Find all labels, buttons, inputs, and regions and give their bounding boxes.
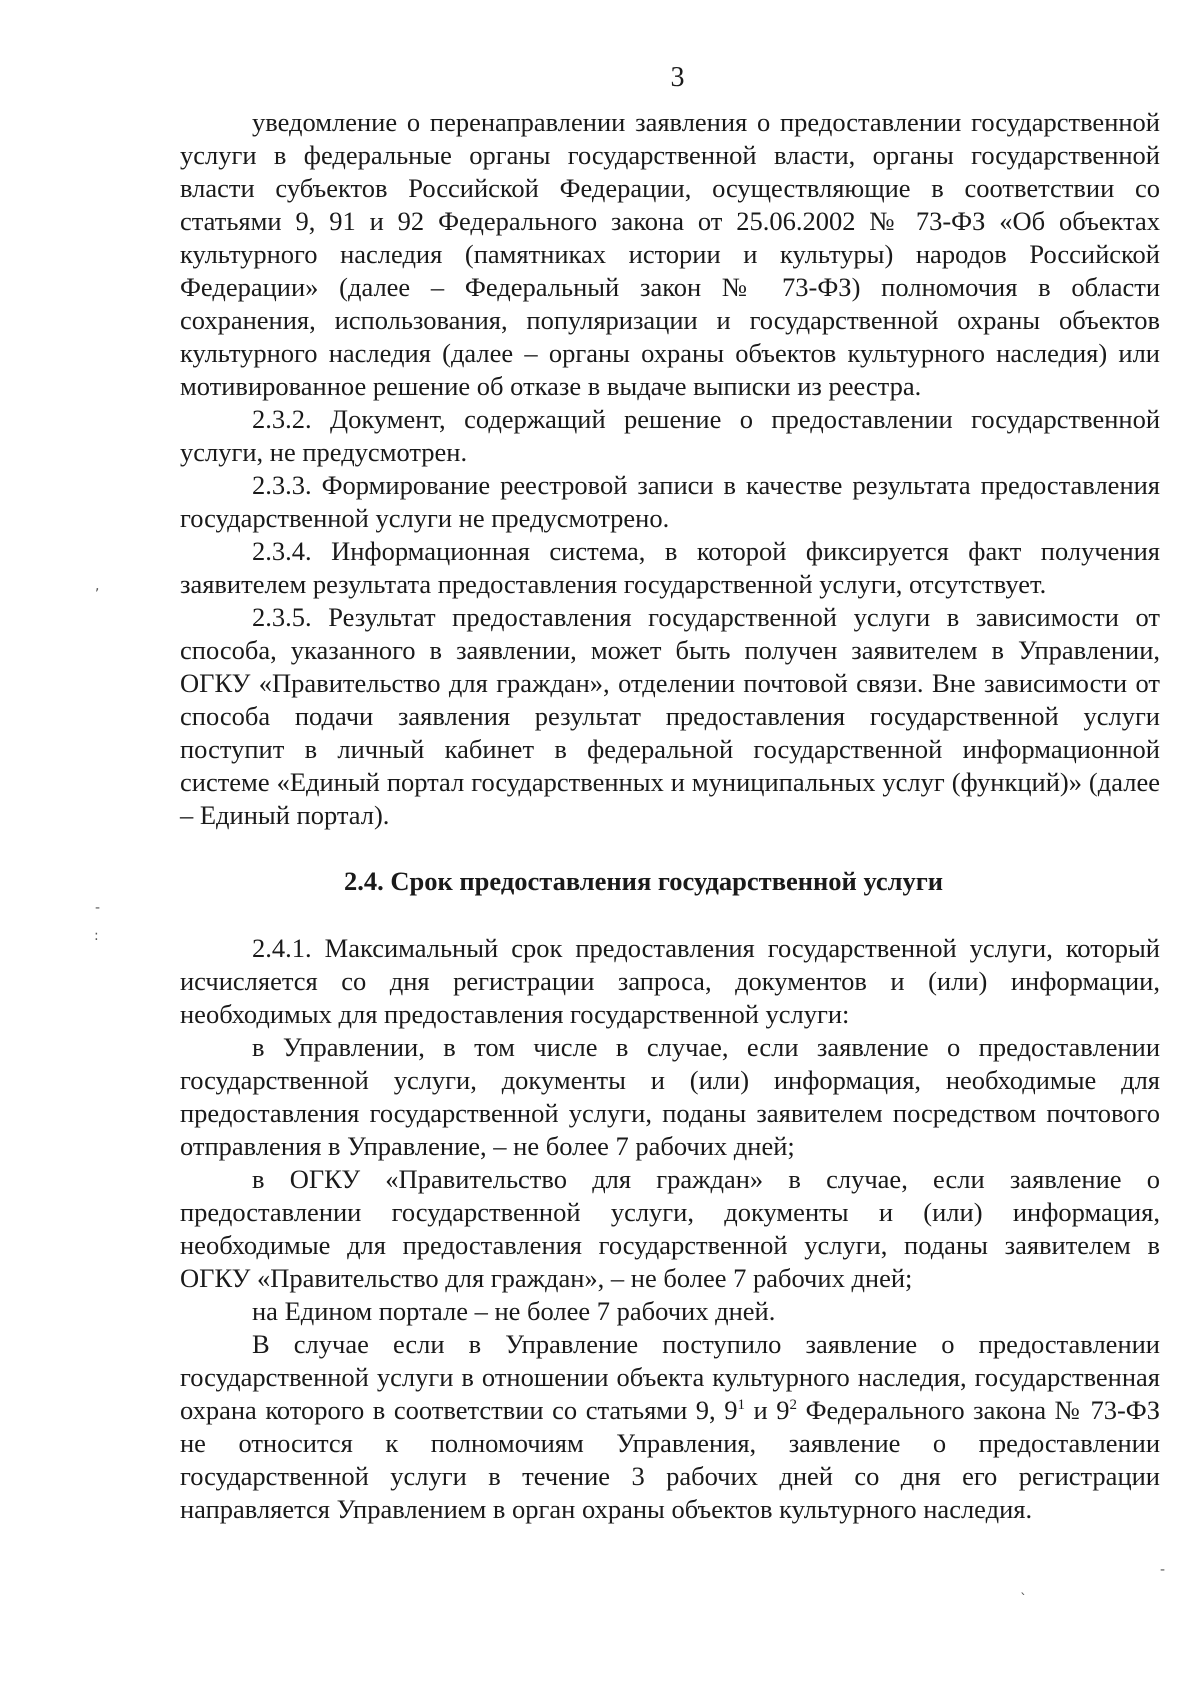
text-segment: Федерального закона № 73-ФЗ не относится к полномочиям Управления, заявление о предоставлении государственной услуги в течение 3 рабочих дней со дня его регистрации направляется Управлением в орган охраны объектов культурного наследия.	[180, 1395, 1160, 1524]
paragraph: на Едином портале – не более 7 рабочих дней.	[252, 1296, 776, 1326]
text-segment: В случае если в Управление поступило заявление о предоставлении государственной услуги в отношении объекта культурного наследия, государственная охрана которого в соответствии со статьями 9, 9	[180, 1329, 1160, 1425]
scan-mark: -	[95, 900, 101, 916]
paragraph: 2.4.1. Максимальный срок предоставления государственной услуги, который исчисляется со дня регистрации запроса, документов и (или) информации, необходимых для предоставления государственной услуги:	[180, 933, 1160, 1029]
paragraph: 2.3.4. Информационная система, в которой фиксируется факт получения заявителем результата предоставления государственной услуги, отсутствует.	[180, 536, 1160, 599]
superscript: 2	[789, 1397, 798, 1414]
page-number: 3	[670, 62, 685, 93]
paragraph: в ОГКУ «Правительство для граждан» в случае, если заявление о предоставлении государственной услуги, документы и (или) информация, необходимые для предоставления государственной услуги, поданы заявителем в ОГКУ «Правительство для граждан», – не более 7 рабочих дней;	[180, 1164, 1160, 1293]
paragraph: 2.3.3. Формирование реестровой записи в качестве результата предоставления государственной услуги не предусмотрено.	[180, 470, 1160, 533]
scan-mark: :	[94, 928, 99, 944]
paragraph-with-superscripts	[180, 1328, 1160, 1526]
scan-mark: `	[1020, 1592, 1027, 1608]
text-segment: и 9	[744, 1395, 790, 1425]
scan-mark: -	[1160, 1562, 1166, 1578]
paragraph: 2.3.2. Документ, содержащий решение о предоставлении государственной услуги, не предусмотрен.	[180, 404, 1160, 467]
section-heading: 2.4. Срок предоставления государственной услуги	[344, 866, 944, 896]
superscript: 1	[737, 1397, 745, 1414]
paragraph: 2.3.5. Результат предоставления государственной услуги в зависимости от способа, указанного в заявлении, может быть получен заявителем в Управлении, ОГКУ «Правительство для граждан», отделении почтовой связи. Вне зависимости от способа подачи заявления результат предоставления государственной услуги поступит в личный кабинет в федеральной государственной информационной системе «Единый портал государственных и муниципальных услуг (функций)» (далее – Единый портал).	[180, 602, 1160, 830]
paragraph: в Управлении, в том числе в случае, если заявление о предоставлении государственной услуги, документы и (или) информация, необходимые для предоставления государственной услуги, поданы заявителем посредством почтового отправления в Управление, – не более 7 рабочих дней;	[180, 1032, 1160, 1161]
document-body	[180, 106, 1160, 1526]
scan-mark: ,	[95, 578, 100, 594]
paragraph: уведомление о перенаправлении заявления о предоставлении государственной услуги в федеральные органы государственной власти, органы государственной власти субъектов Российской Федерации, осуществляющие в соответствии со статьями 9, 91 и 92 Федерального закона от 25.06.2002 № 73-ФЗ «Об объектах культурного наследия (памятниках истории и культуры) народов Российской Федерации» (далее – Федеральный закон № 73-ФЗ) полномочия в области сохранения, использования, популяризации и государственной охраны объектов культурного наследия (далее – органы охраны объектов культурного наследия) или мотивированное решение об отказе в выдаче выписки из реестра.	[180, 107, 1160, 401]
